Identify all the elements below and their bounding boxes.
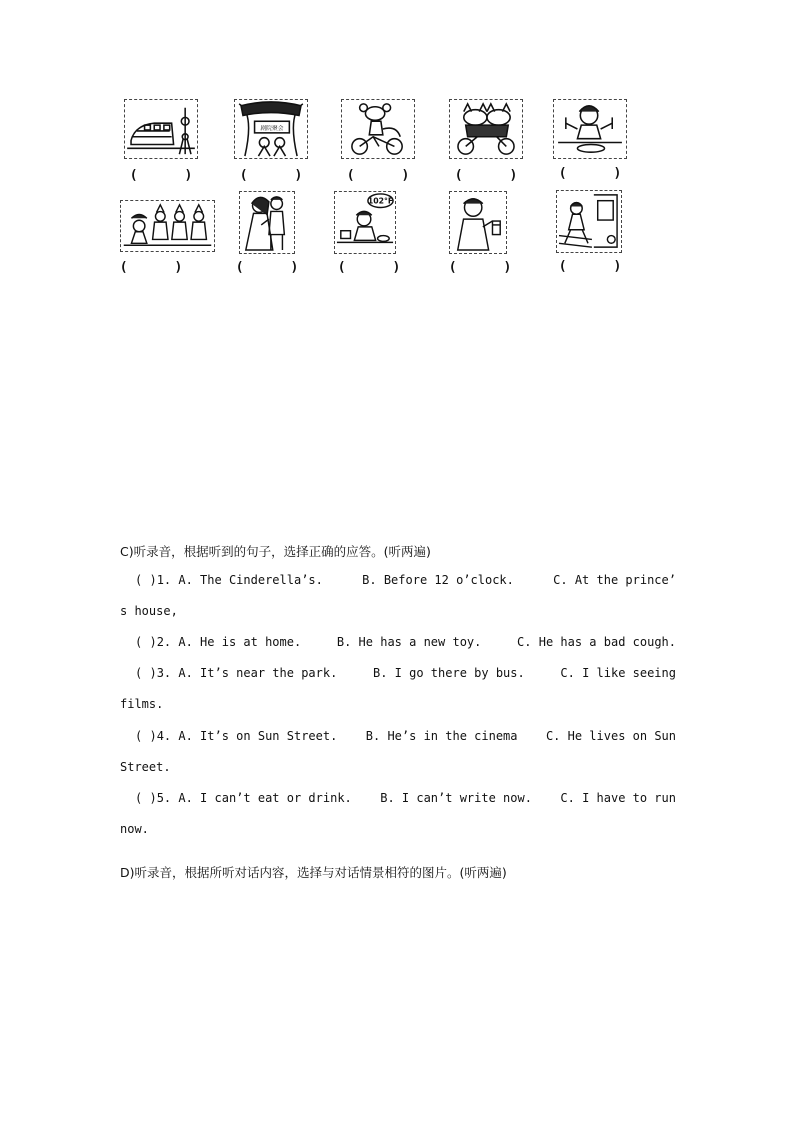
sick-boy-fever-icon: [334, 191, 396, 254]
answer-paren-2[interactable]: ( ): [239, 168, 303, 183]
answer-paren-1[interactable]: ( ): [129, 168, 193, 183]
answer-bracket-1[interactable]: ( ): [135, 573, 157, 587]
fever-temperature-text: 102°F: [367, 196, 394, 206]
girl-eating-icon: [553, 99, 627, 159]
answer-paren-6[interactable]: ( ): [119, 260, 183, 275]
option-1b: B. Before 12 o’clock.: [362, 573, 514, 587]
option-1c: C. At the prince’: [553, 573, 676, 587]
answer-bracket-5[interactable]: ( ): [135, 791, 157, 805]
dwarfs-girl-icon: [120, 200, 215, 252]
answer-bracket-2[interactable]: ( ): [135, 635, 157, 649]
option-3b: B. I go there by bus.: [373, 666, 525, 680]
answer-bracket-4[interactable]: ( ): [135, 729, 157, 743]
question-row-1: ( )1. A. The Cinderella’s. B. Before 12 o’clock. C. At the prince’: [135, 573, 676, 587]
option-2b: B. He has a new toy.: [336, 635, 482, 649]
mouse-bicycle-icon: [341, 99, 415, 159]
answer-paren-7[interactable]: ( ): [235, 260, 299, 275]
cats-motorbike-icon: [449, 99, 523, 159]
cinema-sign-text: 剧院聚会: [260, 125, 284, 132]
cinema-screen-icon: [234, 99, 308, 159]
answer-paren-3[interactable]: ( ): [346, 168, 410, 183]
question-4-continuation: Street.: [120, 760, 171, 774]
question-row-4: ( )4. A. It’s on Sun Street. B. He’s in the cinema C. He lives on Sun: [135, 729, 676, 743]
section-d-heading: D)听录音，根据所听对话内容，选择与对话情景相符的图片。(听两遍): [120, 865, 507, 880]
question-3-continuation: films.: [120, 697, 164, 711]
section-c-heading: C)听录音，根据听到的句子，选择正确的应答。(听两遍): [120, 544, 431, 559]
answer-paren-10[interactable]: ( ): [558, 259, 622, 274]
option-2a: A. He is at home.: [178, 635, 302, 649]
question-row-2: ( )2. A. He is at home. B. He has a new toy. C. He has a bad cough.: [135, 635, 676, 649]
question-row-3: ( )3. A. It’s near the park. B. I go there by bus. C. I like seeing: [135, 666, 676, 680]
question-5-continuation: now.: [120, 822, 149, 836]
option-4c: C. He lives on Sun: [545, 729, 676, 743]
option-4b: B. He’s in the cinema: [365, 729, 518, 743]
train-tower-icon: [124, 99, 198, 159]
option-3a: A. It’s near the park.: [178, 666, 338, 680]
answer-paren-5[interactable]: ( ): [558, 166, 622, 181]
option-5c: C. I have to run: [560, 791, 676, 805]
option-3c: C. I like seeing: [560, 666, 676, 680]
prince-cinderella-icon: [239, 191, 295, 254]
boy-medicine-icon: [449, 191, 507, 254]
answer-paren-4[interactable]: ( ): [454, 168, 518, 183]
option-2c: C. He has a bad cough.: [517, 635, 676, 649]
answer-bracket-3[interactable]: ( ): [135, 666, 157, 680]
option-5b: B. I can’t write now.: [380, 791, 532, 805]
option-1a: A. The Cinderella’s.: [178, 573, 323, 587]
question-1-continuation: s house,: [120, 604, 178, 618]
option-4a: A. It’s on Sun Street.: [178, 729, 338, 743]
option-5a: A. I can’t eat or drink.: [178, 791, 352, 805]
answer-paren-8[interactable]: ( ): [337, 260, 401, 275]
question-row-5: ( )5. A. I can’t eat or drink. B. I can’t write now. C. I have to run: [135, 791, 676, 805]
girl-bus-icon: [556, 190, 622, 253]
answer-paren-9[interactable]: ( ): [448, 260, 512, 275]
